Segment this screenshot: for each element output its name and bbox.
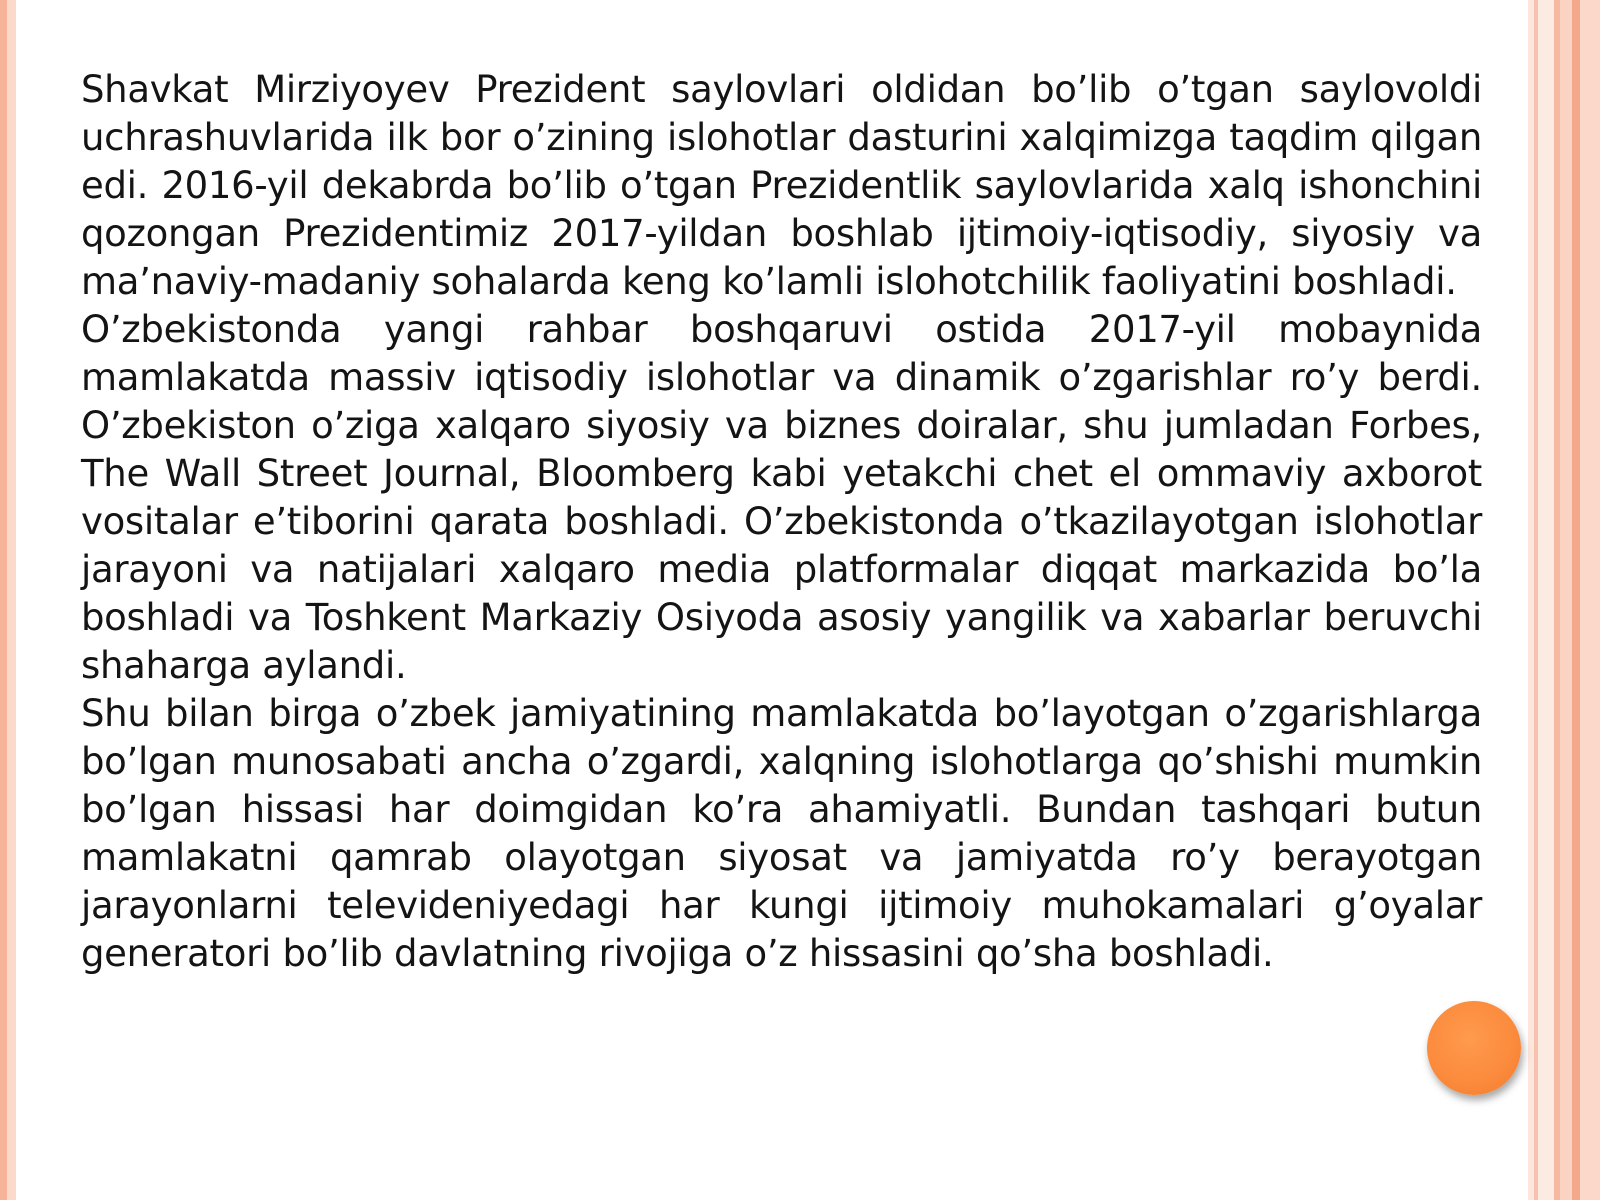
paragraph-3: Shu bilan birga o’zbek jamiyatining mamlakatda bo’layotgan o’zgarishlarga bo’lgan munosabati ancha o’zgardi, xalqning islohotlarga qo’shishi mumkin bo’lgan hissasi har doimgidan ko’ra ahamiyatli. Bundan tashqari butun mamlakatni qamrab olayotgan siyosat va jamiyatda ro’y berayotgan jarayonlarni televideniyedagi har kungi ijtimoiy muhokamalari g’oyalar generatori bo’lib davlatning rivojiga o’z hissasini qo’sha boshladi. (81, 692, 1482, 975)
left-decorative-stripe (0, 0, 16, 1200)
paragraph-2: O’zbekistonda yangi rahbar boshqaruvi ostida 2017-yil mobaynida mamlakatda massiv iqtisodiy islohotlar va dinamik o’zgarishlar ro’y berdi. O’zbekiston o’ziga xalqaro siyosiy va biznes doiralar, shu jumladan Forbes, The Wall Street Journal, Bloomberg kabi yetakchi chet el ommaviy axborot vositalar e’tiborini qarata boshladi. O’zbekistonda o’tkazilayotgan islohotlar jarayoni va natijalari xalqaro media platformalar diqqat markazida bo’la boshladi va Toshkent Markaziy Osiyoda asosiy yangilik va xabarlar beruvchi shaharga aylandi. (81, 308, 1482, 687)
slide-body (81, 66, 1482, 978)
right-decorative-band (1528, 0, 1600, 1200)
orange-circle-decoration (1427, 1001, 1521, 1095)
paragraph-1: Shavkat Mirziyoyev Prezident saylovlari oldidan bo’lib o’tgan saylovoldi uchrashuvlarida ilk bor o’zining islohotlar dasturini xalqimizga taqdim qilgan edi. 2016-yil dekabrda bo’lib o’tgan Prezidentlik saylovlarida xalq ishonchini qozongan Prezidentimiz 2017-yildan boshlab ijtimoiy-iqtisodiy, siyosiy va ma’naviy-madaniy sohalarda keng ko’lamli islohotchilik faoliyatini boshladi. (81, 68, 1482, 303)
